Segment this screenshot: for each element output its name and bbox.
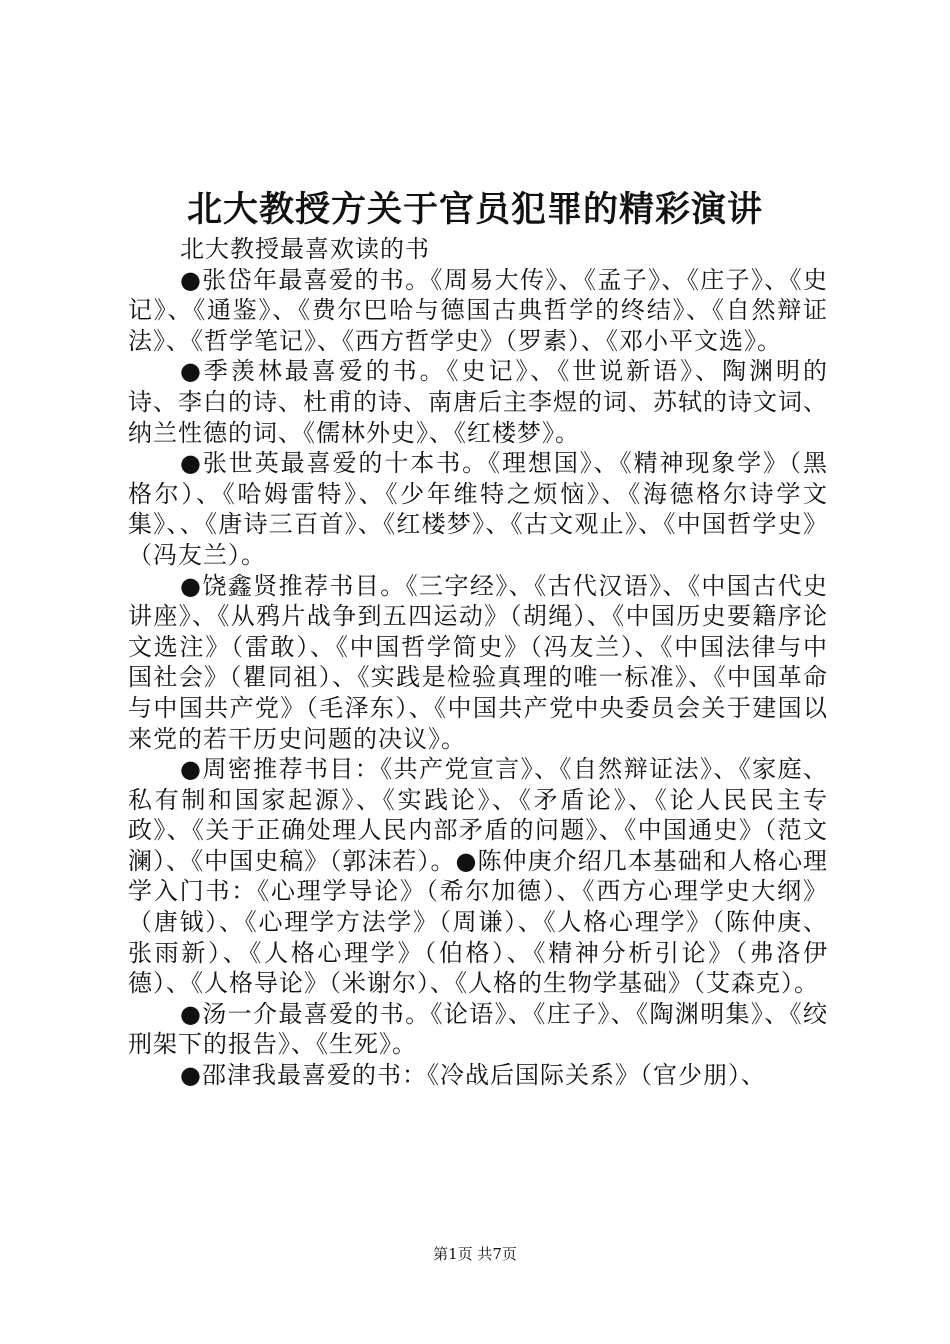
paragraph: ●张世英最喜爱的十本书。《理想国》、《精神现象学》（黑格尔）、《哈姆雷特》、《少年维特之烦恼》、《海德格尔诗学文集》、、《唐诗三百首》、《红楼梦》、《古文观止》、《中国哲学史》（冯友兰）。: [128, 449, 828, 569]
paragraph: ●汤一介最喜爱的书。《论语》、《庄子》、《陶渊明集》、《绞刑架下的报告》、《生死》。: [128, 999, 828, 1059]
paragraph: ●季羡林最喜爱的书。《史记》、《世说新语》、陶渊明的诗、李白的诗、杜甫的诗、南唐后主李煜的词、苏轼的诗文词、纳兰性德的词、《儒林外史》、《红楼梦》。: [128, 357, 828, 447]
paragraph: ●张岱年最喜爱的书。《周易大传》、《孟子》、《庄子》、《史记》、《通鉴》、《费尔巴哈与德国古典哲学的终结》、《自然辩证法》、《哲学笔记》、《西方哲学史》（罗素）、《邓小平文选》。: [128, 265, 828, 355]
paragraph: ●饶鑫贤推荐书目。《三字经》、《古代汉语》、《中国古代史讲座》、《从鸦片战争到五四运动》（胡绳）、《中国历史要籍序论文选注》（雷敢）、《中国哲学简史》（冯友兰）、《中国法律与中国社会》（瞿同祖）、《实践是检验真理的唯一标准》、《中国革命与中国共产党》（毛泽东）、《中国共产党中央委员会关于建国以来党的若干历史问题的决议》。: [128, 571, 828, 753]
subtitle: 北大教授最喜欢读的书: [180, 235, 430, 263]
page-title: 北大教授方关于官员犯罪的精彩演讲: [186, 189, 763, 230]
paragraph: ●周密推荐书目：《共产党宣言》、《自然辩证法》、《家庭、私有制和国家起源》、《实践论》、《矛盾论》、《论人民民主专政》、《关于正确处理人民内部矛盾的问题》、《中国通史》（范文澜）、《中国史稿》（郭沫若）。●陈仲庚介绍几本基础和人格心理学入门书：《心理学导论》（希尔加德）、《西方心理学史大纲》（唐钺）、《心理学方法学》（周谦）、《人格心理学》（陈仲庚、张雨新）、《人格心理学》（伯格）、《精神分析引论》（弗洛伊德）、《人格导论》（米谢尔）、《人格的生物学基础》（艾森克）。: [128, 755, 828, 998]
page-footer: 第1页 共7页: [433, 1245, 517, 1263]
document-body: [128, 234, 828, 1091]
paragraph: ●邵津我最喜爱的书：《冷战后国际关系》（官少朋）、: [180, 1061, 766, 1090]
